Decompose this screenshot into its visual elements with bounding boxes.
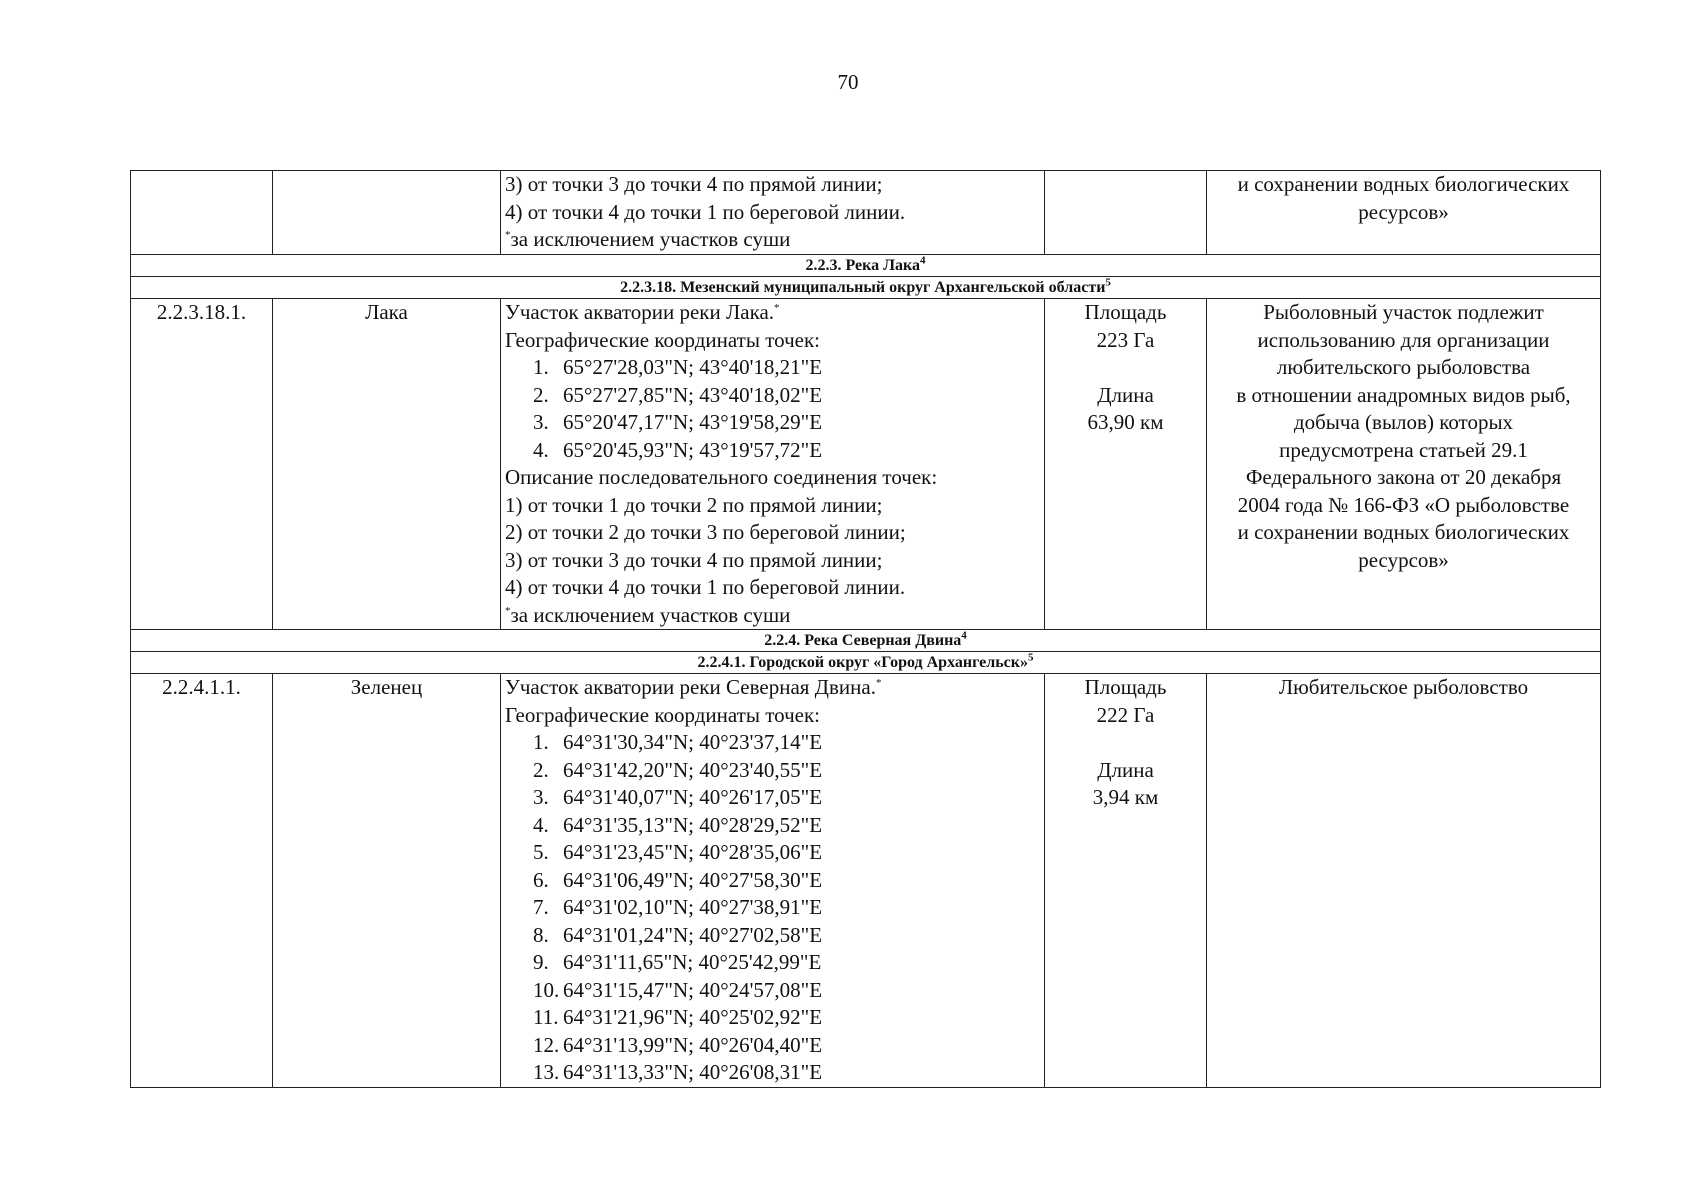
cell-name [273, 171, 501, 255]
section-heading-row [131, 630, 1601, 652]
cell-purpose: Любительское рыболовство [1207, 674, 1601, 1088]
coordinate-item: 2. 64°31'42,20"N; 40°23'40,55"E [533, 757, 823, 782]
coordinate-item: 11. 64°31'21,96"N; 40°25'02,92"E [533, 1005, 823, 1029]
connection-line: 3) от точки 3 до точки 4 по прямой линии; [505, 547, 883, 572]
description-title: Участок акватории реки Лака.* [505, 300, 780, 324]
purpose-line: в отношении анадромных видов рыб, [1236, 382, 1571, 407]
length-value: 3,94 км [1092, 785, 1159, 809]
subsection-heading-row [131, 652, 1601, 674]
connection-label: Описание последовательного соединения точек: [505, 465, 938, 489]
purpose-line: Федерального закона от 20 декабря [1245, 465, 1562, 489]
cell-name: Зеленец [273, 674, 501, 1088]
connection-line: 1) от точки 1 до точки 2 по прямой линии; [505, 492, 883, 517]
coords-label: Географические координаты точек: [505, 327, 820, 352]
area-label: Площадь [1084, 675, 1167, 699]
purpose-line: использованию для организации [1257, 327, 1550, 352]
coordinate-item: 4. 65°20'45,93"N; 43°19'57,72"E [533, 437, 823, 462]
cell-description [501, 299, 1045, 630]
table-row-continuation [131, 171, 1601, 255]
connection-line: 3) от точки 3 до точки 4 по прямой линии; [505, 172, 883, 196]
length-value: 63,90 км [1087, 410, 1164, 434]
area-value: 223 Га [1096, 327, 1155, 352]
coordinate-item: 1. 65°27'28,03"N; 43°40'18,21"E [533, 355, 823, 379]
cell-number [131, 171, 273, 255]
table-row [131, 674, 1601, 1088]
coordinate-item: 8. 64°31'01,24"N; 40°27'02,58"E [533, 922, 823, 947]
coordinate-item: 13. 64°31'13,33"N; 40°26'08,31"E [533, 1060, 823, 1084]
area-value: 222 Га [1096, 702, 1155, 727]
coordinate-item: 6. 64°31'06,49"N; 40°27'58,30"E [533, 867, 823, 892]
subsection-title: 2.2.4.1. Городской округ «Город Архангельск»$^5$ [131, 652, 1601, 674]
cell-size [1045, 171, 1207, 255]
coordinate-item: 2. 65°27'27,85"N; 43°40'18,02"E [533, 382, 823, 407]
cell-size [1045, 674, 1207, 1088]
section-title: 2.2.3. Река Лака$^4$ [131, 255, 1601, 277]
cell-size [1045, 299, 1207, 630]
section-heading-row [131, 255, 1601, 277]
coords-label: Географические координаты точек: [505, 702, 820, 727]
footnote-line: *за исключением участков суши [505, 602, 791, 627]
section-title: 2.2.4. Река Северная Двина$^4$ [131, 630, 1601, 652]
area-label: Площадь [1084, 300, 1167, 324]
table-row [131, 299, 1601, 630]
coordinate-item: 3. 64°31'40,07"N; 40°26'17,05"E [533, 785, 823, 809]
cell-description [501, 171, 1045, 255]
subsection-heading-row [131, 277, 1601, 299]
cell-description [501, 674, 1045, 1088]
purpose-line: любительского рыболовства [1276, 355, 1531, 379]
purpose-line: и сохранении водных биологических [1237, 520, 1570, 544]
fishing-areas-table [130, 170, 1601, 1088]
connection-line: 4) от точки 4 до точки 1 по береговой линии. [505, 199, 906, 224]
description-title: Участок акватории реки Северная Двина.* [505, 675, 882, 699]
purpose-line: 2004 года № 166-ФЗ «О рыболовстве [1237, 492, 1570, 517]
connection-line: 2) от точки 2 до точки 3 по береговой линии; [505, 520, 906, 544]
coordinate-item: 3. 65°20'47,17"N; 43°19'58,29"E [533, 410, 823, 434]
coordinate-item: 10. 64°31'15,47"N; 40°24'57,08"E [533, 977, 823, 1002]
length-label: Длина [1097, 382, 1154, 407]
cell-number: 2.2.4.1.1. [131, 674, 273, 1088]
purpose-line: предусмотрена статьей 29.1 [1279, 437, 1528, 462]
purpose-line: добыча (вылов) которых [1293, 410, 1514, 434]
purpose-line: ресурсов» [1358, 547, 1449, 572]
length-label: Длина [1097, 757, 1154, 782]
coordinate-item: 7. 64°31'02,10"N; 40°27'38,91"E [533, 895, 823, 919]
coordinate-item: 4. 64°31'35,13"N; 40°28'29,52"E [533, 812, 823, 837]
coordinate-item: 5. 64°31'23,45"N; 40°28'35,06"E [533, 840, 823, 864]
coordinate-item: 1. 64°31'30,34"N; 40°23'37,14"E [533, 730, 823, 754]
page-number: 70 [837, 70, 859, 94]
cell-purpose: и сохранении водных биологических ресурсов» [1207, 171, 1601, 255]
cell-number: 2.2.3.18.1. [131, 299, 273, 630]
footnote-line: *за исключением участков суши [505, 227, 791, 251]
cell-purpose [1207, 299, 1601, 630]
subsection-title: 2.2.3.18. Мезенский муниципальный округ Архангельской области$^5$ [131, 277, 1601, 299]
cell-name: Лака [273, 299, 501, 630]
purpose-line: Рыболовный участок подлежит [1263, 300, 1544, 324]
coordinate-item: 9. 64°31'11,65"N; 40°25'42,99"E [533, 950, 822, 974]
coordinate-item: 12. 64°31'13,99"N; 40°26'04,40"E [533, 1032, 823, 1057]
connection-line: 4) от точки 4 до точки 1 по береговой линии. [505, 575, 906, 599]
